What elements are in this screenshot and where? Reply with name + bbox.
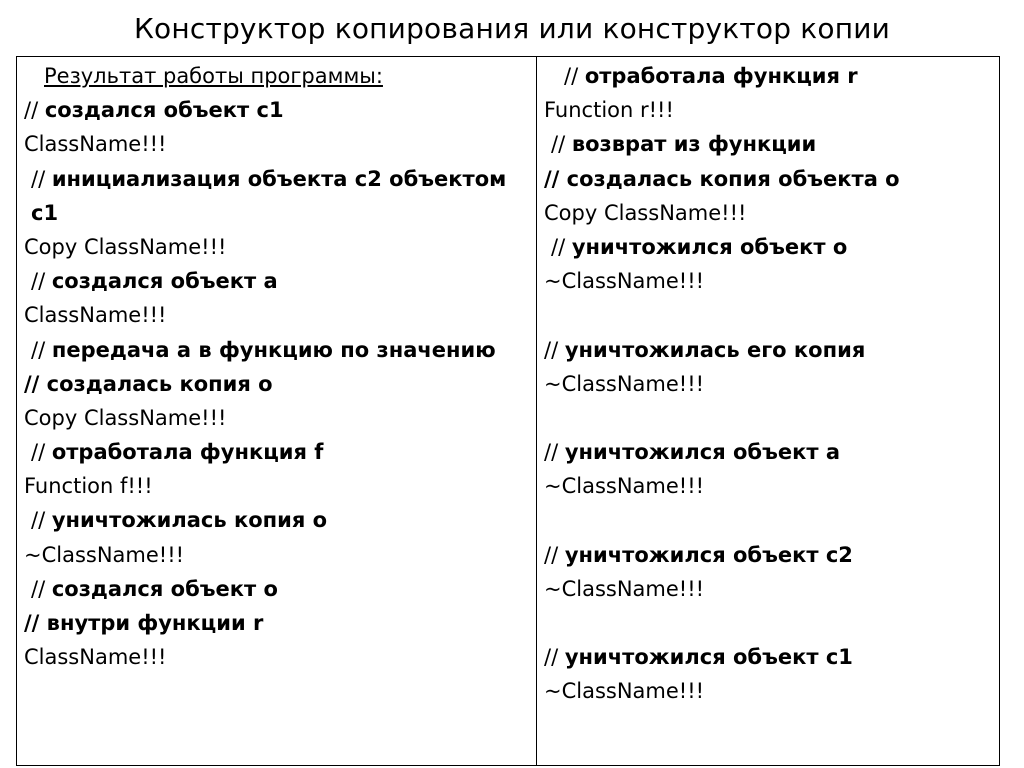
left-output-line: Copy ClassName!!! [24,234,227,259]
comment-prefix: // [544,166,567,191]
right-output-line: ~ClassName!!! [544,269,705,294]
left-comment-line [24,435,536,469]
left-comment-line [24,606,536,640]
left-comment-line [24,264,536,298]
right-output-line: Function r!!! [544,98,674,123]
right-output-line: ~ClassName!!! [544,474,705,499]
right-lines [544,59,999,709]
right-comment-line [544,538,999,572]
comment-prefix: // [544,337,565,362]
comment-prefix: // [544,542,565,567]
comment-prefix: // [544,645,565,670]
comment-prefix: // [544,440,565,465]
right-blank-line [544,606,999,640]
output-heading: Результат работы программы: [44,64,383,88]
comment-text: уничтожился объект c1 [564,645,853,670]
right-comment-line [544,230,999,264]
comment-prefix: // [31,440,52,465]
comment-prefix: // [551,132,572,157]
comment-prefix: // [31,508,52,533]
left-output-line: ClassName!!! [24,303,167,328]
comment-prefix: // [24,371,47,396]
comment-text: создался объект o [51,576,278,601]
left-heading-row [24,59,536,93]
comment-prefix: // [31,576,52,601]
left-lines [24,93,536,674]
comment-prefix: // [24,98,45,123]
comment-text: внутри функции r [46,611,264,636]
right-comment-line [544,435,999,469]
output-table [16,56,1000,766]
right-output-line: Copy ClassName!!! [544,200,747,225]
left-comment-line [24,333,536,367]
left-comment-line [24,162,536,230]
comment-text: уничтожился объект o [571,234,848,259]
left-output-line: ClassName!!! [24,645,167,670]
comment-text: возврат из функции [571,132,817,157]
right-comment-line [544,640,999,674]
comment-text: создался объект c1 [44,98,284,123]
comment-text: уничтожился объект a [564,440,841,465]
right-blank-line [544,503,999,537]
comment-text: создался объект a [51,269,278,294]
left-output-line: ~ClassName!!! [24,542,185,567]
comment-text: инициализация объекта c2 объектом c1 [31,166,507,225]
comment-text: передача a в функцию по значению [51,337,496,362]
left-output-line: Copy ClassName!!! [24,405,227,430]
slide-title: Конструктор копирования или конструктор копии [133,12,891,45]
right-blank-line [544,298,999,332]
right-comment-line [544,127,999,161]
right-column [537,57,999,765]
comment-prefix: // [551,234,572,259]
right-output-line: ~ClassName!!! [544,576,705,601]
left-comment-line [24,503,536,537]
right-output-line: ~ClassName!!! [544,371,705,396]
comment-text: уничтожился объект c2 [564,542,853,567]
right-comment-line [544,333,999,367]
right-comment-line [544,162,999,196]
left-comment-line [24,367,536,401]
comment-prefix: // [24,611,47,636]
comment-text: создалась копия o [46,371,273,396]
comment-prefix: // [31,269,52,294]
left-comment-line [24,93,536,127]
left-column [17,57,537,765]
comment-prefix: // [31,166,52,191]
right-comment-line [544,59,999,93]
comment-text: создалась копия объекта o [566,166,900,191]
left-comment-line [24,572,536,606]
comment-text: уничтожилась копия o [51,508,328,533]
left-output-line: Function f!!! [24,474,153,499]
comment-text: отработала функция f [51,440,324,465]
comment-text: уничтожилась его копия [564,337,866,362]
comment-text: отработала функция r [584,64,858,88]
right-blank-line [544,401,999,435]
comment-prefix: // [31,337,52,362]
left-output-line: ClassName!!! [24,132,167,157]
right-output-line: ~ClassName!!! [544,679,705,704]
comment-prefix: // [564,64,585,88]
